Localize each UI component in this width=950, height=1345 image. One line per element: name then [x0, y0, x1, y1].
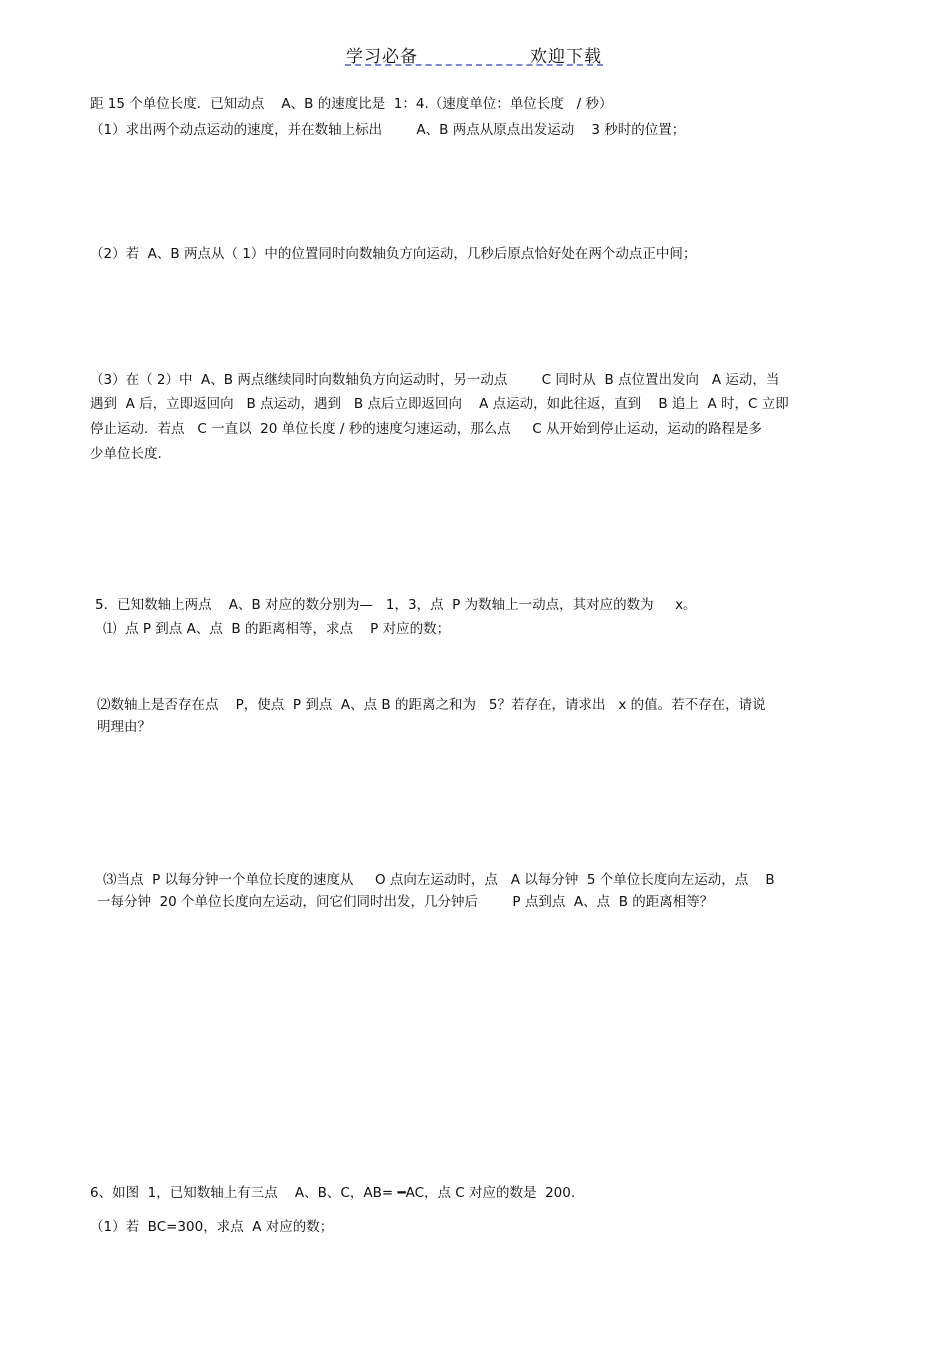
q5-part2-line2: 明理由？ [97, 719, 151, 735]
q5-part2-line1: ⑵数轴上是否存在点 P，使点 P 到点 A、点 B 的距离之和为 5？若存在，请求出 x 的值。若不存在，请说 [97, 697, 766, 713]
q4-intro: 距 15 个单位长度．已知动点 A、B 的速度比是 1：4.（速度单位：单位长度 / 秒） [90, 96, 613, 112]
q5-part1: ⑴ 点 P 到点 A、点 B 的距离相等，求点 P 对应的数； [103, 621, 451, 637]
q5-part3-line2: 一每分钟 20 个单位长度向左运动，问它们同时出发，几分钟后 P 点到点 A、点 B 的距离相等？ [97, 894, 714, 910]
q4-part2: （2）若 A、B 两点从（ 1）中的位置同时向数轴负方向运动，几秒后原点恰好处在两个动点正中间； [90, 246, 697, 262]
q6-part1: （1）若 BC=300，求点 A 对应的数； [90, 1219, 334, 1235]
q4-part3-line3: 停止运动．若点 C 一直以 20 单位长度 / 秒的速度匀速运动，那么点 C 从开始到停止运动，运动的路程是多 [90, 421, 762, 437]
page-header-right: 欢迎下载 [530, 47, 602, 67]
q6-intro: 6、如图 1，已知数轴上有三点 A、B、C，AB= ━AC，点 C 对应的数是 200. [90, 1185, 576, 1201]
q4-part3-line4: 少单位长度. [90, 446, 162, 462]
page-header-left: 学习必备 [346, 47, 418, 67]
q5-part3-line1: ⑶当点 P 以每分钟一个单位长度的速度从 O 点向左运动时，点 A 以每分钟 5 个单位长度向左运动，点 B [103, 872, 775, 888]
q4-part3-line2: 遇到 A 后，立即返回向 B 点运动，遇到 B 点后立即返回向 A 点运动，如此往返，直到 B 追上 A 时，C 立即 [90, 396, 789, 412]
q5-intro: 5．已知数轴上两点 A、B 对应的数分别为— 1，3，点 P 为数轴上一动点，其对应的数为 x。 [95, 597, 697, 613]
header-dashed-rule [345, 64, 603, 66]
q4-part3-line1: （3）在（ 2）中 A、B 两点继续同时向数轴负方向运动时，另一动点 C 同时从 B 点位置出发向 A 运动，当 [90, 372, 780, 388]
q4-part1: （1）求出两个动点运动的速度，并在数轴上标出 A、B 两点从原点出发运动 3 秒时的位置； [90, 122, 686, 138]
